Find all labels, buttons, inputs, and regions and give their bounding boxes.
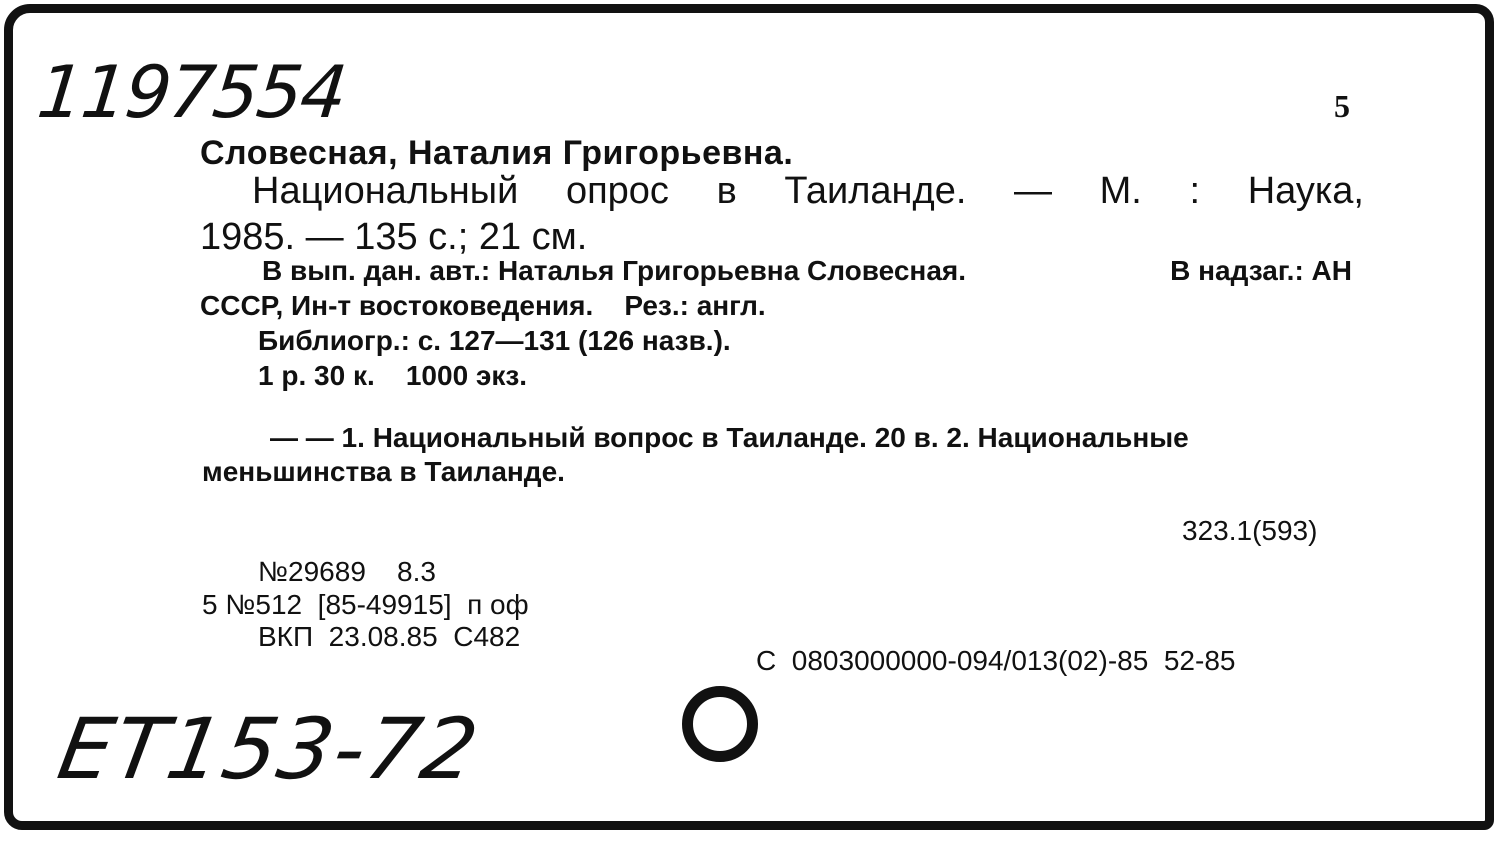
subjects-line-1: — — 1. Национальный вопрос в Таиланде. 20 в. 2. Национальные [270,422,1189,453]
service-line-1: №29689 8.3 [258,556,436,587]
sponsor-note: В надзаг.: АН [1170,255,1352,286]
copyright-code: С 0803000000-094/013(02)-85 52-85 [756,645,1236,676]
page-number: 5 [1334,88,1350,124]
title-line-2: 1985. — 135 с.; 21 см. [200,216,588,258]
service-line-3: ВКП 23.08.85 С482 [258,621,521,652]
note-line-1 [262,255,1352,287]
author-note: В вып. дан. авт.: Наталья Григорьевна Словесная. [262,255,967,286]
title-word: Национальный [252,170,519,212]
service-line-2: 5 №512 [85-49915] п оф [202,589,529,620]
title-word: Таиланде. [784,170,967,212]
classification-index: 323.1(593) [1182,515,1318,546]
bibliography-note: Библиогр.: с. 127—131 (126 назв.). [258,325,731,356]
subjects-line-2: меньшинства в Таиланде. [202,456,565,487]
title-word: М. [1099,170,1142,212]
title-word: в [716,170,737,212]
title-word: — [1014,170,1053,212]
price-print-run: 1 р. 30 к. 1000 экз. [258,360,528,391]
title-word: Наука, [1247,170,1364,212]
punch-hole [682,686,758,762]
author-heading: Словесная, Наталия Григорьевна. [200,134,794,172]
title-line-1 [252,170,1364,213]
handwritten-shelf-mark: ЕТ153-72 [51,700,487,798]
title-word: : [1189,170,1201,212]
title-word: опрос [565,170,669,212]
handwritten-inventory-number: 1197554 [33,50,350,134]
note-line-2: СССР, Ин-т востоковедения. Рез.: англ. [200,290,766,321]
